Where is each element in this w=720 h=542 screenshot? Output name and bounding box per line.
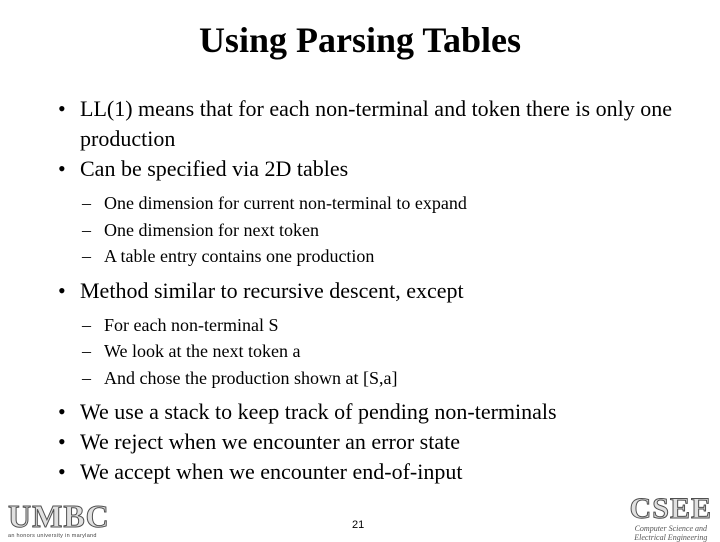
sub-bullet-item xyxy=(58,190,698,217)
sub-bullet-item xyxy=(58,243,698,270)
bullet-icon: • xyxy=(58,399,66,424)
umbc-logo xyxy=(8,500,110,539)
bullet-text: We accept when we encounter end-of-input xyxy=(80,459,463,484)
csee-logo-text: CSEE xyxy=(629,492,712,525)
dash-icon: – xyxy=(82,341,91,361)
sub-bullet-text: One dimension for current non-terminal to expand xyxy=(104,193,467,213)
bullet-text: Method similar to recursive descent, except xyxy=(80,277,464,303)
dash-icon: – xyxy=(82,219,91,240)
sub-bullet-item xyxy=(58,365,698,392)
umbc-tagline: an honors university in maryland xyxy=(8,533,97,539)
dash-icon: – xyxy=(82,367,91,388)
bullet-icon: • xyxy=(58,459,66,484)
csee-subtitle-line2: Electrical Engineering xyxy=(634,533,708,542)
sub-bullet-item xyxy=(58,217,698,244)
bullet-item xyxy=(58,397,698,427)
sub-bullet-item xyxy=(58,312,698,339)
bullet-text: LL(1) means that for each non-terminal and token there is only one production xyxy=(80,96,672,151)
page-number: 21 xyxy=(352,519,365,531)
bullet-text: We use a stack to keep track of pending non-terminals xyxy=(80,399,557,424)
bullet-item xyxy=(58,276,698,306)
bullet-item xyxy=(58,154,698,184)
slide-content xyxy=(58,94,698,487)
dash-icon: – xyxy=(82,314,91,335)
bullet-icon: • xyxy=(58,96,66,121)
sub-bullet-text: One dimension for next token xyxy=(104,219,319,240)
bullet-icon: • xyxy=(58,156,66,181)
dash-icon: – xyxy=(82,246,91,266)
sub-bullet-text: And chose the production shown at [S,a] xyxy=(104,367,398,388)
csee-logo xyxy=(630,494,712,542)
sub-bullet-item xyxy=(58,338,698,365)
sub-bullet-text: For each non-terminal S xyxy=(104,314,279,335)
slide-title: Using Parsing Tables xyxy=(198,20,522,60)
bullet-item xyxy=(58,94,698,154)
bullet-item xyxy=(58,427,698,457)
dash-icon: – xyxy=(82,193,91,213)
sub-bullet-text: A table entry contains one production xyxy=(104,246,375,266)
bullet-item xyxy=(58,457,698,487)
sub-bullet-text: We look at the next token a xyxy=(104,341,301,361)
csee-subtitle-line1: Computer Science and xyxy=(634,524,708,533)
bullet-icon: • xyxy=(58,429,66,454)
umbc-logo-text: UMBC xyxy=(8,498,110,534)
bullet-text: Can be specified via 2D tables xyxy=(80,156,349,181)
bullet-icon: • xyxy=(58,277,66,303)
bullet-text: We reject when we encounter an error state xyxy=(80,429,460,454)
